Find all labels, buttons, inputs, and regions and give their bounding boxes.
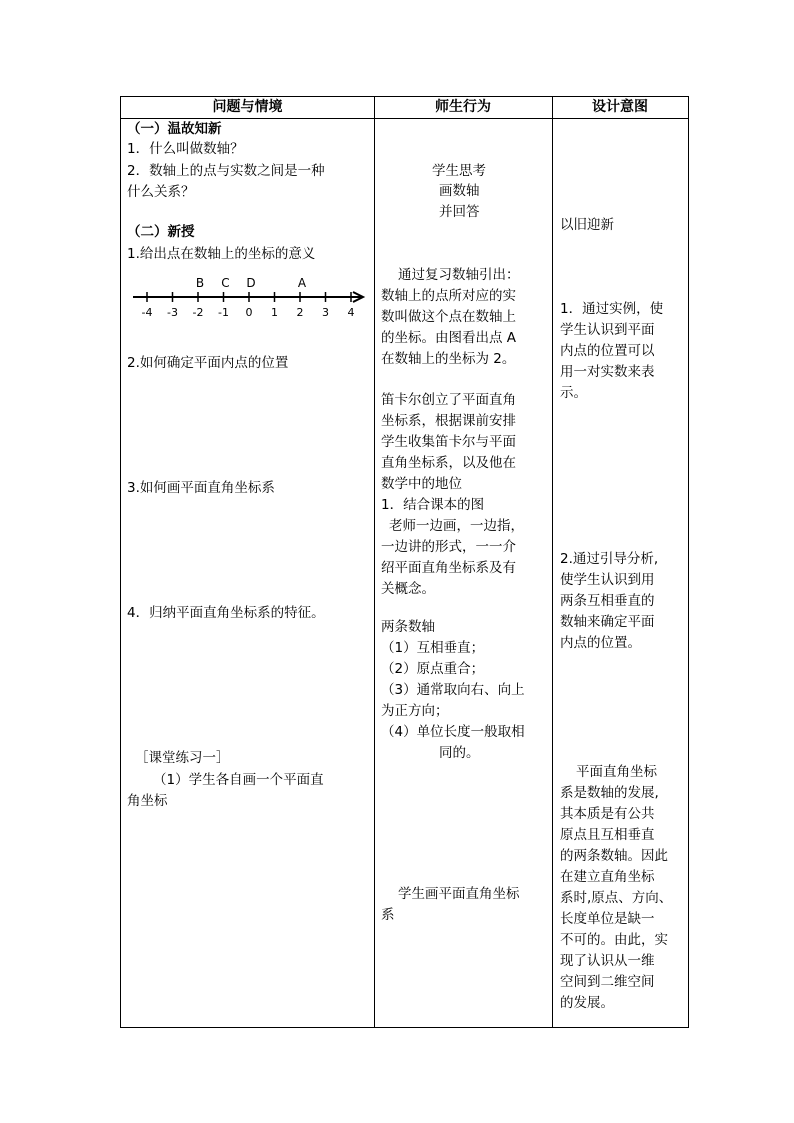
review-line4: 的坐标。由图看出点 A bbox=[381, 330, 517, 346]
descartes-line2: 坐标系，根据课前安排 bbox=[381, 413, 516, 429]
intent-1-line3: 内点的位置可以 bbox=[560, 343, 655, 359]
number-line-tick-label: 1 bbox=[271, 306, 278, 319]
section-review-title: （一）温故知新 bbox=[127, 121, 222, 137]
number-line-tick-label: -4 bbox=[141, 306, 153, 319]
exercise-1-line1: （1）学生各自画一个平面直 bbox=[153, 772, 324, 788]
intent-1-line1: 1．通过实例，使 bbox=[560, 301, 664, 317]
feature-3-line1: （3）通常取向右、向上 bbox=[381, 682, 525, 698]
intent-2-line4: 数轴来确定平面 bbox=[560, 614, 655, 630]
point-1: 1.给出点在数轴上的坐标的意义 bbox=[127, 246, 316, 262]
number-line-tick-label: -3 bbox=[167, 306, 178, 319]
intent-3-line3: 其本质是有公共 bbox=[560, 806, 655, 822]
feature-1: （1）互相垂直； bbox=[381, 640, 485, 656]
section-new-lesson-title: （二）新授 bbox=[127, 224, 195, 240]
header-design-intent: 设计意图 bbox=[592, 99, 648, 115]
student-draw-line2: 系 bbox=[381, 907, 395, 923]
textbook-line1: 1．结合课本的图 bbox=[381, 497, 485, 513]
feature-4-line2: 同的。 bbox=[439, 745, 480, 761]
descartes-line1: 笛卡尔创立了平面直角 bbox=[381, 392, 516, 408]
intent-3-line5: 的两条数轴。因此 bbox=[560, 848, 668, 864]
intent-3-line8: 长度单位是缺一 bbox=[560, 911, 655, 927]
answer-text: 并回答 bbox=[439, 204, 480, 220]
number-line-point-label: A bbox=[297, 276, 307, 290]
intent-review: 以旧迎新 bbox=[560, 217, 614, 233]
descartes-line5: 数学中的地位 bbox=[381, 476, 462, 492]
number-line-point-label: B bbox=[195, 276, 205, 290]
header-teacher-student-action: 师生行为 bbox=[435, 99, 491, 115]
number-line-tick-label: 4 bbox=[347, 306, 355, 319]
student-think-text: 学生思考 bbox=[432, 163, 486, 179]
intent-2-line3: 两条互相垂直的 bbox=[560, 593, 655, 609]
question-1: 1．什么叫做数轴？ bbox=[127, 141, 244, 157]
intent-2-line1: 2.通过引导分析, bbox=[560, 551, 659, 567]
point-4: 4．归纳平面直角坐标系的特征。 bbox=[127, 605, 325, 621]
number-line-tick-label: 2 bbox=[296, 306, 304, 319]
intent-1-line2: 学生认识到平面 bbox=[560, 322, 655, 338]
feature-2: （2）原点重合； bbox=[381, 661, 485, 677]
point-3: 3.如何画平面直角坐标系 bbox=[127, 480, 275, 496]
textbook-line3: 一边讲的形式，一一介 bbox=[381, 539, 516, 555]
intent-3-line2: 系是数轴的发展, bbox=[560, 785, 659, 801]
exercise-title: ［课堂练习一］ bbox=[135, 750, 230, 766]
intent-3-line6: 在建立直角坐标 bbox=[560, 869, 655, 885]
intent-2-line2: 使学生认识到用 bbox=[560, 572, 655, 588]
feature-4-line1: （4）单位长度一般取相 bbox=[381, 724, 525, 740]
column-divider bbox=[552, 97, 553, 1027]
descartes-line4: 直角坐标系，以及他在 bbox=[381, 455, 516, 471]
intent-3-line4: 原点且互相垂直 bbox=[560, 827, 655, 843]
number-line-point-label: C bbox=[221, 276, 230, 290]
textbook-line2: 老师一边画，一边指， bbox=[389, 518, 524, 534]
intent-3-line12: 的发展。 bbox=[560, 995, 614, 1011]
number-line-tick-label: 3 bbox=[322, 306, 329, 319]
review-line3: 数叫做这个点在数轴上 bbox=[381, 309, 516, 325]
question-2-line2: 什么关系？ bbox=[127, 184, 195, 200]
intent-3-line10: 现了认识从一维 bbox=[560, 953, 655, 969]
number-line-point-label: D bbox=[246, 276, 256, 290]
exercise-1-line2: 角坐标 bbox=[127, 793, 168, 809]
textbook-line4: 绍平面直角坐标系及有 bbox=[381, 560, 516, 576]
student-draw-line1: 学生画平面直角坐标 bbox=[398, 886, 520, 902]
draw-number-line-text: 画数轴 bbox=[439, 183, 480, 199]
lesson-plan-table bbox=[120, 96, 689, 1028]
review-line5: 在数轴上的坐标为 2。 bbox=[381, 351, 516, 367]
textbook-line5: 关概念。 bbox=[381, 581, 435, 597]
column-divider bbox=[374, 97, 375, 1027]
intent-1-line5: 示。 bbox=[560, 385, 587, 401]
two-axes-title: 两条数轴 bbox=[381, 619, 435, 635]
question-2-line1: 2．数轴上的点与实数之间是一种 bbox=[127, 163, 325, 179]
number-line-figure bbox=[133, 275, 369, 319]
intent-3-line9: 不可的。由此，实 bbox=[560, 932, 668, 948]
point-2: 2.如何确定平面内点的位置 bbox=[127, 355, 289, 371]
header-problem-situation: 问题与情境 bbox=[212, 99, 283, 115]
review-line2: 数轴上的点所对应的实 bbox=[381, 288, 516, 304]
review-line1: 通过复习数轴引出： bbox=[398, 267, 520, 283]
feature-3-line2: 为正方向； bbox=[381, 703, 449, 719]
number-line-tick-label: 0 bbox=[245, 306, 253, 319]
intent-3-line11: 空间到二维空间 bbox=[560, 974, 655, 990]
number-line-tick-label: -2 bbox=[192, 306, 204, 319]
descartes-line3: 学生收集笛卡尔与平面 bbox=[381, 434, 516, 450]
number-line-tick-label: -1 bbox=[218, 306, 229, 319]
intent-2-line5: 内点的位置。 bbox=[560, 635, 641, 651]
intent-3-line1: 平面直角坐标 bbox=[576, 764, 657, 780]
intent-3-line7: 系时,原点、方向、 bbox=[560, 890, 673, 906]
intent-1-line4: 用一对实数来表 bbox=[560, 364, 655, 380]
